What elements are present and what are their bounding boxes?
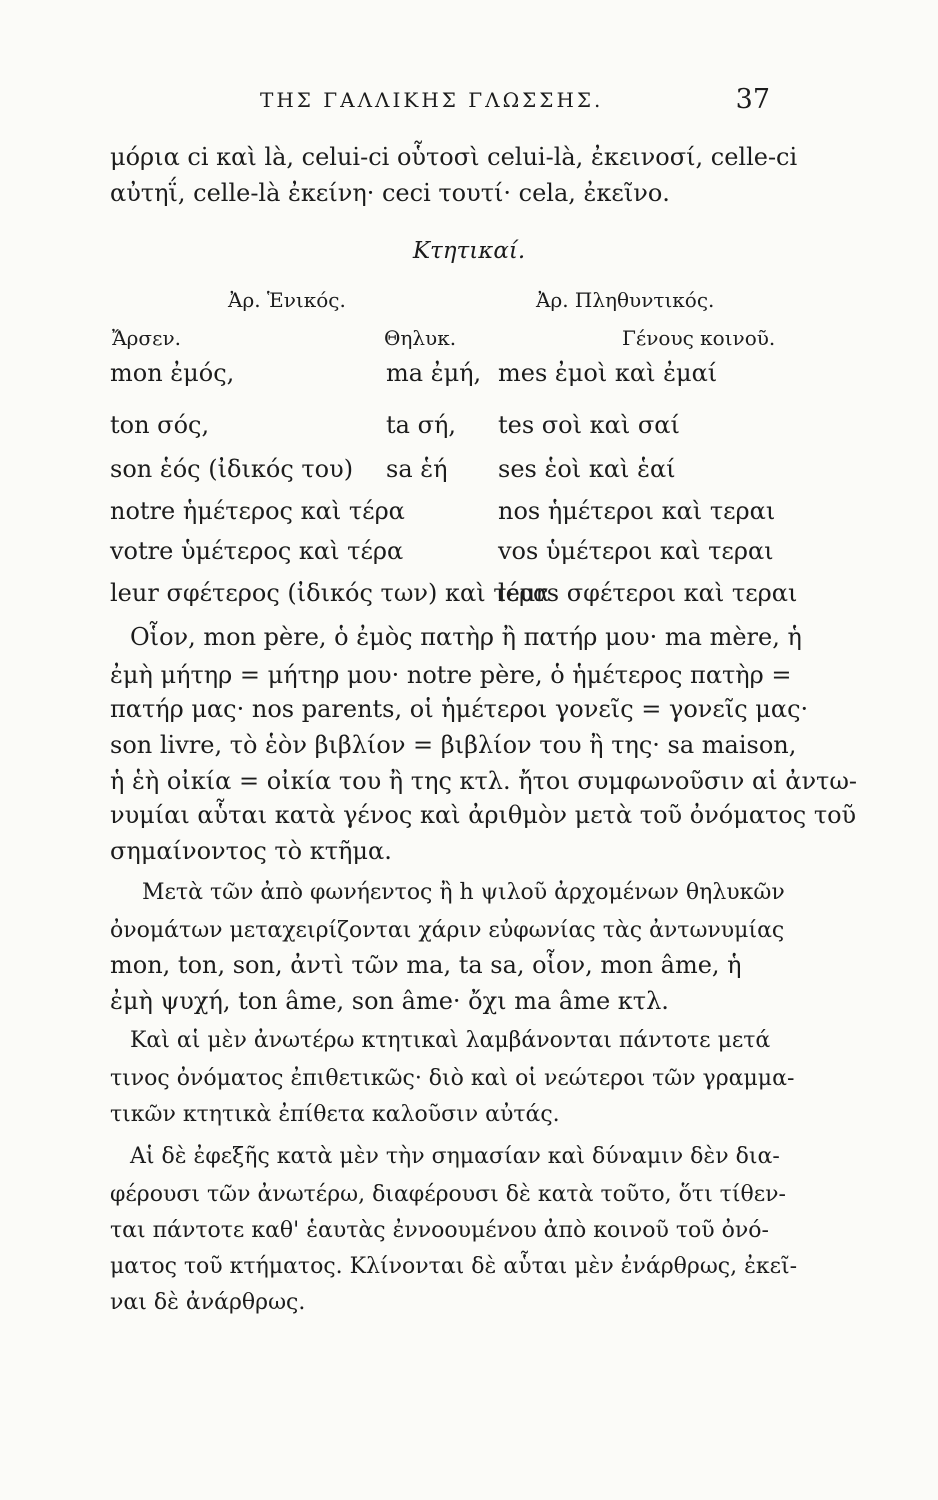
feminine-cell: ma ἐμή, [386, 359, 482, 387]
masculine-cell: votre ὑμέτερος καὶ τέρα [110, 537, 404, 565]
text-line: ἐμὴ ψυχή, ton âme, son âme· ὄχι ma âme κτλ. [110, 987, 669, 1015]
text-line: son livre, τὸ ἑὸν βιβλίον = βιβλίον του ἢ της· sa maison, [110, 731, 797, 759]
common-gender-header: Γένους κοινοῦ. [622, 326, 776, 350]
page-header [110, 84, 770, 122]
plural-cell: tes σοὶ καὶ σαί [498, 411, 680, 439]
plural-cell: ses ἑοὶ καὶ ἑαί [498, 455, 676, 483]
plural-header: Ἀρ. Πληθυντικός. [536, 288, 715, 312]
text-line: πατήρ μας· nos parents, οἱ ἡμέτεροι γονεῖς = γονεῖς μας· [110, 695, 809, 723]
page-number: 37 [735, 84, 770, 115]
text-line: ἡ ἑὴ οἰκία = οἰκία του ἢ της κτλ. ἤτοι συμφωνοῦσιν αἱ ἀντω- [110, 767, 857, 795]
text-line: Μετὰ τῶν ἀπὸ φωνήεντος ἢ h ψιλοῦ ἀρχομένων θηλυκῶν [142, 880, 785, 905]
table-row [110, 358, 768, 392]
masculine-cell: mon ἐμός, [110, 359, 235, 387]
text-line: σημαίνοντος τὸ κτῆμα. [110, 837, 392, 865]
table-row [110, 578, 798, 612]
feminine-header: Θηλυκ. [384, 326, 457, 350]
masculine-header: Ἄρσεν. [112, 326, 181, 350]
text-line: ἐμὴ μήτηρ = μήτηρ μου· notre père, ὁ ἡμέτερος πατὴρ = [110, 661, 792, 689]
text-line: ματος τοῦ κτήματος. Κλίνονται δὲ αὗται μὲν ἐνάρθρως, ἐκεῖ- [110, 1254, 798, 1279]
masculine-cell: son ἑός (ἰδικός του) [110, 455, 354, 483]
text-line: Οἷον, mon père, ὁ ἐμὸς πατὴρ ἢ πατήρ μου· ma mère, ἡ [130, 623, 802, 651]
singular-header: Ἀρ. Ἑνικός. [228, 288, 346, 312]
plural-cell: vos ὑμέτεροι καὶ τεραι [498, 537, 774, 565]
feminine-cell: ta σή, [386, 411, 456, 439]
text-line: μόρια ci καὶ là, celui-ci οὗτοσὶ celui-là, ἐκεινοσί, celle-ci [110, 143, 798, 171]
text-line: ται πάντοτε καθ' ἑαυτὰς ἐννοουμένου ἀπὸ κοινοῦ τοῦ ὀνό- [110, 1218, 769, 1243]
table-row [110, 454, 768, 488]
plural-cell: leurs σφέτεροι καὶ τεραι [498, 579, 798, 607]
section-title: Κτητικαί. [412, 238, 526, 264]
running-title: ΤΗΣ ΓΑΛΛΙΚΗΣ ΓΛΩΣΣΗΣ. [260, 88, 604, 112]
plural-cell: nos ἡμέτεροι καὶ τεραι [498, 497, 776, 525]
text-line: τικῶν κτητικὰ ἐπίθετα καλοῦσιν αὐτάς. [110, 1102, 560, 1127]
text-line: ὀνομάτων μεταχειρίζονται χάριν εὐφωνίας τὰς ἀντωνυμίας [110, 918, 785, 943]
masculine-cell: leur σφέτερος (ἰδικός των) καὶ τέρα [110, 579, 550, 607]
text-line: mon, ton, son, ἀντὶ τῶν ma, ta sa, οἷον, mon âme, ἡ [110, 951, 742, 979]
text-line: νυμίαι αὗται κατὰ γένος καὶ ἀριθμὸν μετὰ τοῦ ὀνόματος τοῦ [110, 801, 857, 829]
table-row [110, 496, 776, 530]
text-line: αὐτηΐ, celle-là ἐκείνη· ceci τουτί· cela, ἐκεῖνο. [110, 179, 670, 207]
text-line: φέρουσι τῶν ἀνωτέρω, διαφέρουσι δὲ κατὰ τοῦτο, ὅτι τίθεν- [110, 1182, 786, 1207]
text-line: τινος ὀνόματος ἐπιθετικῶς· διὸ καὶ οἱ νεώτεροι τῶν γραμμα- [110, 1066, 795, 1091]
masculine-cell: ton σός, [110, 411, 210, 439]
feminine-cell: sa ἑή [386, 455, 448, 483]
table-row [110, 410, 768, 444]
plural-cell: mes ἐμοὶ καὶ ἐμαί [498, 359, 718, 387]
masculine-cell: notre ἡμέτερος καὶ τέρα [110, 497, 405, 525]
text-line: ναι δὲ ἀνάρθρως. [110, 1290, 306, 1315]
table-row [110, 536, 774, 570]
text-line: Καὶ αἱ μὲν ἀνωτέρω κτητικαὶ λαμβάνονται πάντοτε μετά [130, 1028, 771, 1053]
text-line: Αἱ δὲ ἐφεξῆς κατὰ μὲν τὴν σημασίαν καὶ δύναμιν δὲν δια- [130, 1144, 780, 1169]
